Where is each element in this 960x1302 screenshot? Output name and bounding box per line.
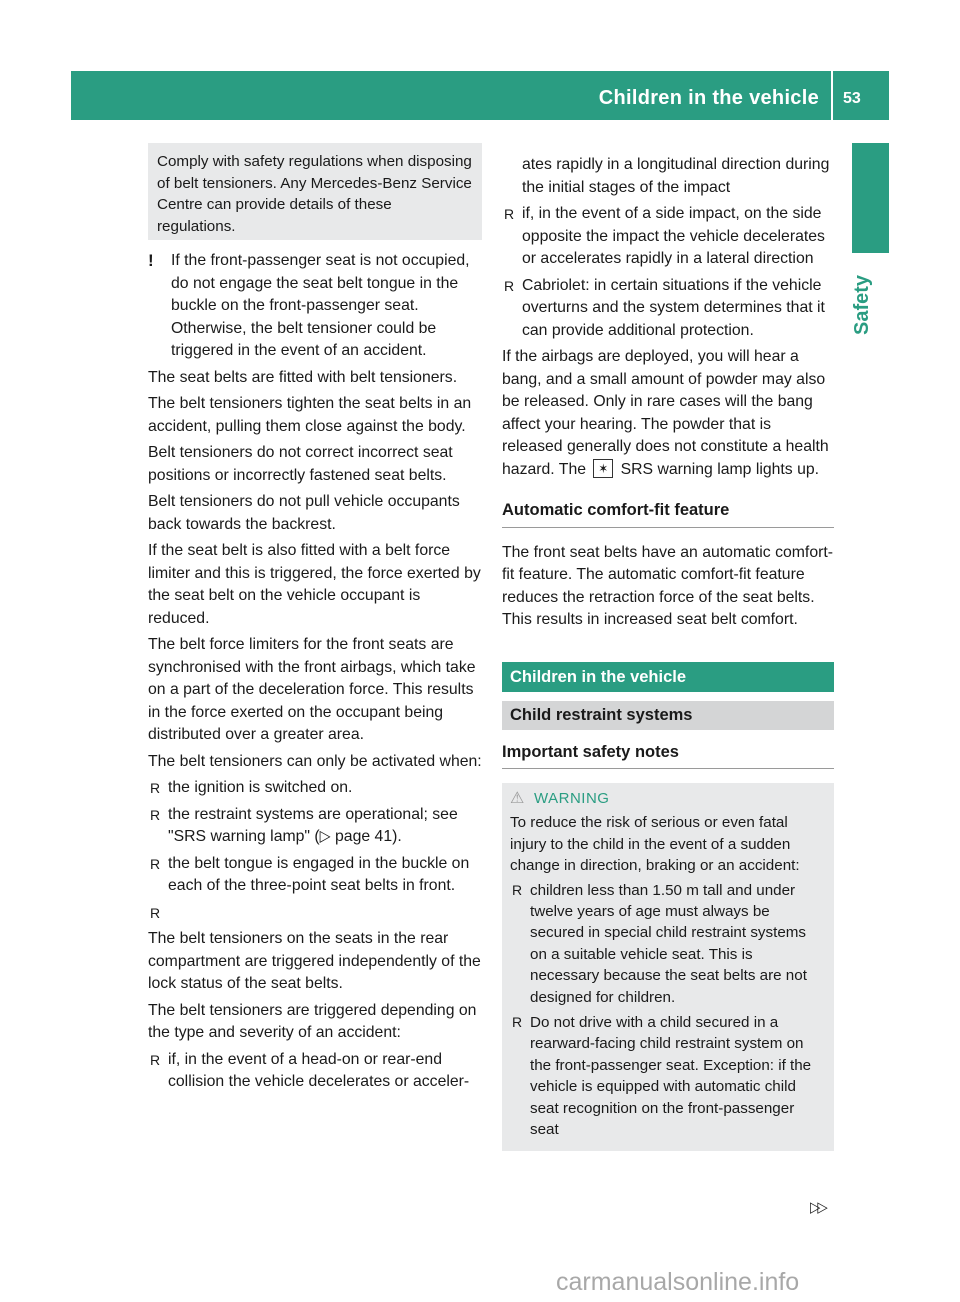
left-column xyxy=(148,145,482,1098)
warning-intro: To reduce the risk of serious or even fatal injury to the child in the event of a sudden change in direction, braking or an accident: xyxy=(510,814,800,875)
paragraph: The seat belts are fitted with belt tensioners. xyxy=(148,368,458,386)
environment-note: Comply with safety regulations when disposing of belt tensioners. Any Mercedes-Benz Service Centre can provide details of these regulations. xyxy=(148,143,482,240)
bullet-icon: R xyxy=(150,1051,161,1068)
list-item xyxy=(148,902,482,925)
paragraph: The front seat belts have an automatic comfort-fit feature. The automatic comfort-fit feature reduces the retraction force of the seat belts. This results in increased seat belt comfort. xyxy=(502,543,834,628)
paragraph: Belt tensioners do not correct incorrect seat positions or incorrectly fastened seat belts. xyxy=(148,444,453,484)
paragraph: The belt tensioners are triggered depending on the type and severity of an accident: xyxy=(148,1001,477,1041)
bullet-icon: R xyxy=(504,206,515,222)
subsection-bar: Child restraint systems xyxy=(502,701,834,730)
bullet-icon: R xyxy=(150,806,161,823)
list-item: R the belt tongue is engaged in the buckle on each of the three-point seat belts in front. xyxy=(148,853,482,898)
list-item-continued: ates rapidly in a longitudinal direction during the initial stages of the impact xyxy=(522,156,830,196)
page-number: 53 xyxy=(843,90,861,107)
airbag-paragraph: If the airbags are deployed, you will hear a bang, and a small amount of powder may also be released. Only in rare cases will the bang affect your hearing. The powder that is released generally does not constitute a health hazard. The ✶ SRS warning lamp lights up. xyxy=(502,348,829,478)
right-column xyxy=(502,154,834,1151)
bullet-icon: R xyxy=(504,277,515,294)
paragraph: The belt tensioners tighten the seat belts in an accident, pulling them close against the body. xyxy=(148,395,472,435)
paragraph: The belt tensioners on the seats in the rear compartment are triggered independently of the lock status of the seat belts. xyxy=(148,930,481,992)
bullet-icon: R xyxy=(150,780,161,796)
watermark: carmanualsonline.info xyxy=(556,1268,800,1296)
paragraph: The belt force limiters for the front seats are synchronised with the front airbags, which take on a part of the deceleration force. This results in the force exerted on the occupant being distributed over a greater area. xyxy=(148,636,476,743)
header-divider xyxy=(831,71,833,120)
list-item: R Do not drive with a child secured in a rearward-facing child restraint system on the front-passenger seat. Exception: if the vehicle is equipped with automatic child seat recognition on the front-passenger seat xyxy=(510,1012,826,1140)
list-item: R Cabriolet: in certain situations if the vehicle overturns and the system determines that it can provide additional protection. xyxy=(502,275,834,343)
warning-box xyxy=(502,783,834,1151)
caution-note xyxy=(148,250,482,363)
heading-safety-notes: Important safety notes xyxy=(502,741,834,770)
list-item: R the restraint systems are operational; see "SRS warning lamp" (▷ page 41). xyxy=(148,804,482,849)
bullet-icon: R xyxy=(150,904,161,921)
list-item: R children less than 1.50 m tall and under twelve years of age must always be secured in special child restraint systems on a suitable vehicle seat. This is necessary because the seat belts are not designed for children. xyxy=(510,880,826,1008)
paragraph: Belt tensioners do not pull vehicle occupants back towards the backrest. xyxy=(148,493,460,533)
bullet-icon: R xyxy=(512,1014,523,1031)
warning-triangle-icon: ⚠ xyxy=(510,790,525,807)
section-tab xyxy=(852,143,889,253)
caution-text: If the front-passenger seat is not occupied, do not engage the seat belt tongue in the buckle on the front-passenger seat. Otherwise, the belt tensioner could be triggered in the event of an accident. xyxy=(171,252,470,359)
heading-comfort-fit: Automatic comfort-fit feature xyxy=(502,499,834,528)
warning-title: ⚠ WARNING xyxy=(510,788,826,809)
section-tab-label: Safety xyxy=(851,274,873,335)
continued-arrow-icon: ▷▷ xyxy=(810,1199,825,1216)
bullet-icon: R xyxy=(512,881,523,898)
airbag-warning-icon: ✶ xyxy=(593,459,613,478)
list-item: R the ignition is switched on. xyxy=(148,777,482,800)
list-item: R if, in the event of a side impact, on the side opposite the impact the vehicle decelerates or accelerates rapidly in a lateral direction xyxy=(502,203,834,271)
page-header xyxy=(71,71,889,120)
exclamation-icon: ! xyxy=(148,251,154,270)
section-bar: Children in the vehicle xyxy=(502,662,834,693)
paragraph: If the seat belt is also fitted with a belt force limiter and this is triggered, the force exerted by the seat belt on the vehicle occupant is reduced. xyxy=(148,542,481,627)
bullet-icon: R xyxy=(150,855,161,872)
paragraph: The belt tensioners can only be activated when: xyxy=(148,752,482,770)
header-title: Children in the vehicle xyxy=(598,87,819,109)
list-item: R if, in the event of a head-on or rear-end collision the vehicle decelerates or acceler- xyxy=(148,1049,482,1094)
